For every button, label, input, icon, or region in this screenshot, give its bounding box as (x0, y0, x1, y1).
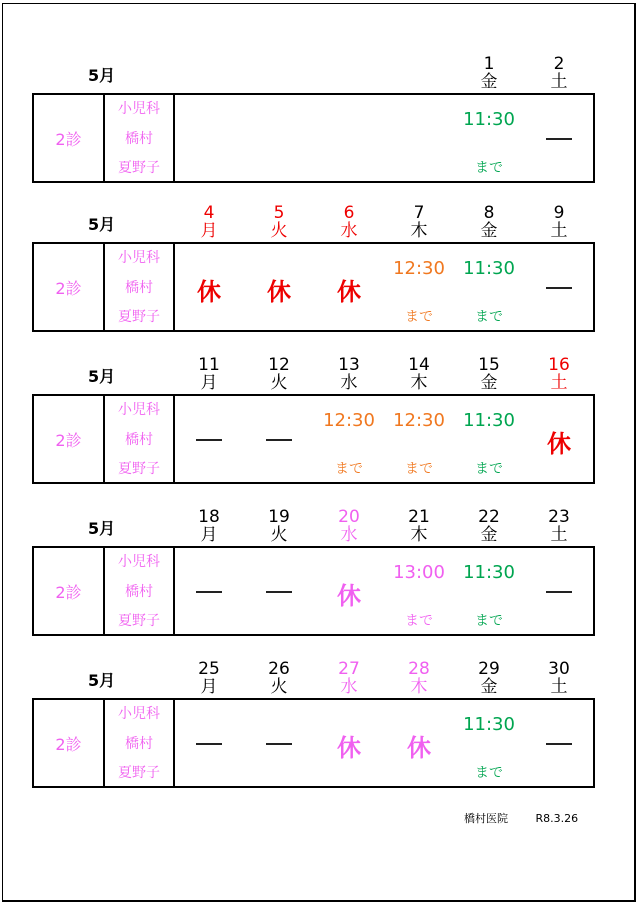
week-block (0, 660, 640, 800)
day-number: 28 (408, 659, 430, 679)
day-cell (529, 548, 589, 634)
day-header (319, 204, 379, 240)
weekday-label: 土 (550, 221, 568, 241)
column-divider (173, 244, 175, 330)
no-clinic-dash (546, 743, 572, 745)
schedule-row (32, 394, 595, 484)
doctor-surname: 橋村 (125, 584, 153, 600)
end-time: 11:30 (463, 562, 515, 583)
doctor-given-name: 夏野子 (118, 765, 160, 781)
day-cell (319, 548, 379, 634)
day-cell (249, 700, 309, 786)
weekday-label: 金 (480, 373, 498, 393)
revision-date: R8.3.26 (535, 812, 579, 825)
day-header (459, 508, 519, 544)
weekday-label: 月 (200, 221, 218, 241)
day-cell (529, 244, 589, 330)
week-block (0, 356, 640, 496)
day-number: 8 (483, 203, 495, 223)
weekday-label: 月 (200, 677, 218, 697)
weekday-label: 土 (550, 72, 568, 92)
doctor-surname: 橋村 (125, 280, 153, 296)
day-cell (249, 244, 309, 330)
day-number: 2 (553, 54, 565, 74)
day-cell (459, 95, 519, 181)
day-cell (319, 244, 379, 330)
no-clinic-dash (196, 743, 222, 745)
end-time: 12:30 (323, 410, 375, 431)
month-label: 5月 (88, 215, 116, 234)
day-header (249, 204, 309, 240)
schedule-row (32, 242, 595, 332)
department-label: 小児科 (118, 402, 160, 418)
month-label: 5月 (88, 66, 116, 85)
day-cell (319, 396, 379, 482)
weekday-label: 金 (480, 72, 498, 92)
column-divider (173, 700, 175, 786)
schedule-row (32, 546, 595, 636)
end-time: 11:30 (463, 410, 515, 431)
day-number: 26 (268, 659, 290, 679)
doctor-given-name: 夏野子 (118, 309, 160, 325)
until-label: まで (405, 309, 433, 325)
weekday-label: 土 (550, 677, 568, 697)
day-number: 30 (548, 659, 570, 679)
room-label: 2診 (55, 734, 82, 754)
day-cell (389, 244, 449, 330)
day-cell (249, 548, 309, 634)
end-time: 12:30 (393, 410, 445, 431)
day-header (459, 55, 519, 91)
column-divider (173, 396, 175, 482)
day-header (529, 356, 589, 392)
until-label: まで (475, 461, 503, 477)
weekday-label: 月 (200, 525, 218, 545)
day-cell (179, 396, 239, 482)
closed-mark: 休 (407, 734, 431, 762)
day-cell (319, 700, 379, 786)
day-number: 27 (338, 659, 360, 679)
end-time: 11:30 (463, 258, 515, 279)
day-cell (529, 95, 589, 181)
day-number: 12 (268, 355, 290, 375)
weekday-label: 木 (410, 525, 428, 545)
day-number: 21 (408, 507, 430, 527)
week-block (0, 508, 640, 648)
day-header (529, 508, 589, 544)
doctor-surname: 橋村 (125, 131, 153, 147)
weekday-label: 水 (340, 525, 358, 545)
day-header (389, 660, 449, 696)
day-number: 20 (338, 507, 360, 527)
day-number: 11 (198, 355, 220, 375)
column-divider (173, 95, 175, 181)
closed-mark: 休 (197, 278, 221, 306)
day-number: 1 (483, 54, 495, 74)
day-number: 29 (478, 659, 500, 679)
day-header (529, 55, 589, 91)
no-clinic-dash (546, 138, 572, 140)
weekday-label: 月 (200, 373, 218, 393)
closed-mark: 休 (267, 278, 291, 306)
day-header (389, 204, 449, 240)
footer (464, 810, 578, 826)
clinic-name: 橋村医院 (464, 812, 508, 825)
closed-mark: 休 (547, 430, 571, 458)
month-label: 5月 (88, 671, 116, 690)
day-cell (179, 700, 239, 786)
day-cell (459, 548, 519, 634)
day-header (529, 204, 589, 240)
day-number: 18 (198, 507, 220, 527)
day-header (389, 508, 449, 544)
no-clinic-dash (266, 743, 292, 745)
no-clinic-dash (546, 287, 572, 289)
day-cell (389, 548, 449, 634)
closed-mark: 休 (337, 582, 361, 610)
no-clinic-dash (546, 591, 572, 593)
day-number: 9 (553, 203, 565, 223)
day-cell (249, 396, 309, 482)
day-cell (459, 396, 519, 482)
day-cell (459, 244, 519, 330)
day-header (319, 660, 379, 696)
day-header (249, 660, 309, 696)
weekday-label: 火 (270, 221, 288, 241)
day-header (179, 204, 239, 240)
room-label: 2診 (55, 582, 82, 602)
weekday-label: 火 (270, 525, 288, 545)
doctor-surname: 橋村 (125, 736, 153, 752)
day-number: 22 (478, 507, 500, 527)
day-cell (529, 700, 589, 786)
day-header (529, 660, 589, 696)
day-number: 14 (408, 355, 430, 375)
day-number: 6 (343, 203, 355, 223)
day-number: 19 (268, 507, 290, 527)
closed-mark: 休 (337, 278, 361, 306)
no-clinic-dash (266, 439, 292, 441)
day-header (179, 508, 239, 544)
room-label: 2診 (55, 430, 82, 450)
day-number: 13 (338, 355, 360, 375)
week-block (0, 55, 640, 195)
weekday-label: 木 (410, 221, 428, 241)
schedule-row (32, 698, 595, 788)
month-label: 5月 (88, 519, 116, 538)
day-header (249, 356, 309, 392)
doctor-given-name: 夏野子 (118, 613, 160, 629)
day-cell (389, 396, 449, 482)
day-number: 16 (548, 355, 570, 375)
weekday-label: 金 (480, 677, 498, 697)
doctor-given-name: 夏野子 (118, 160, 160, 176)
room-label: 2診 (55, 129, 82, 149)
day-header (249, 508, 309, 544)
day-header (459, 660, 519, 696)
until-label: まで (475, 765, 503, 781)
day-number: 7 (413, 203, 425, 223)
day-number: 23 (548, 507, 570, 527)
day-header (459, 356, 519, 392)
day-header (319, 508, 379, 544)
day-cell (459, 700, 519, 786)
day-number: 15 (478, 355, 500, 375)
doctor-given-name: 夏野子 (118, 461, 160, 477)
end-time: 11:30 (463, 109, 515, 130)
day-header (319, 356, 379, 392)
department-label: 小児科 (118, 706, 160, 722)
day-number: 25 (198, 659, 220, 679)
department-label: 小児科 (118, 101, 160, 117)
day-number: 5 (273, 203, 285, 223)
end-time: 12:30 (393, 258, 445, 279)
until-label: まで (475, 160, 503, 176)
month-label: 5月 (88, 367, 116, 386)
no-clinic-dash (196, 591, 222, 593)
doctor-surname: 橋村 (125, 432, 153, 448)
weekday-label: 金 (480, 525, 498, 545)
weekday-label: 土 (550, 525, 568, 545)
until-label: まで (475, 613, 503, 629)
department-label: 小児科 (118, 554, 160, 570)
room-label: 2診 (55, 278, 82, 298)
schedule-row (32, 93, 595, 183)
weekday-label: 土 (550, 373, 568, 393)
end-time: 13:00 (393, 562, 445, 583)
weekday-label: 金 (480, 221, 498, 241)
weekday-label: 水 (340, 373, 358, 393)
weekday-label: 木 (410, 373, 428, 393)
day-cell (179, 244, 239, 330)
end-time: 11:30 (463, 714, 515, 735)
day-header (179, 660, 239, 696)
weekday-label: 水 (340, 677, 358, 697)
day-header (179, 356, 239, 392)
weekday-label: 木 (410, 677, 428, 697)
until-label: まで (405, 613, 433, 629)
day-header (459, 204, 519, 240)
day-cell (389, 700, 449, 786)
day-header (389, 356, 449, 392)
no-clinic-dash (196, 439, 222, 441)
week-block (0, 204, 640, 344)
weekday-label: 火 (270, 373, 288, 393)
day-number: 4 (203, 203, 215, 223)
column-divider (173, 548, 175, 634)
weekday-label: 火 (270, 677, 288, 697)
no-clinic-dash (266, 591, 292, 593)
day-cell (179, 548, 239, 634)
weekday-label: 水 (340, 221, 358, 241)
until-label: まで (335, 461, 363, 477)
department-label: 小児科 (118, 250, 160, 266)
until-label: まで (475, 309, 503, 325)
closed-mark: 休 (337, 734, 361, 762)
day-cell (529, 396, 589, 482)
until-label: まで (405, 461, 433, 477)
